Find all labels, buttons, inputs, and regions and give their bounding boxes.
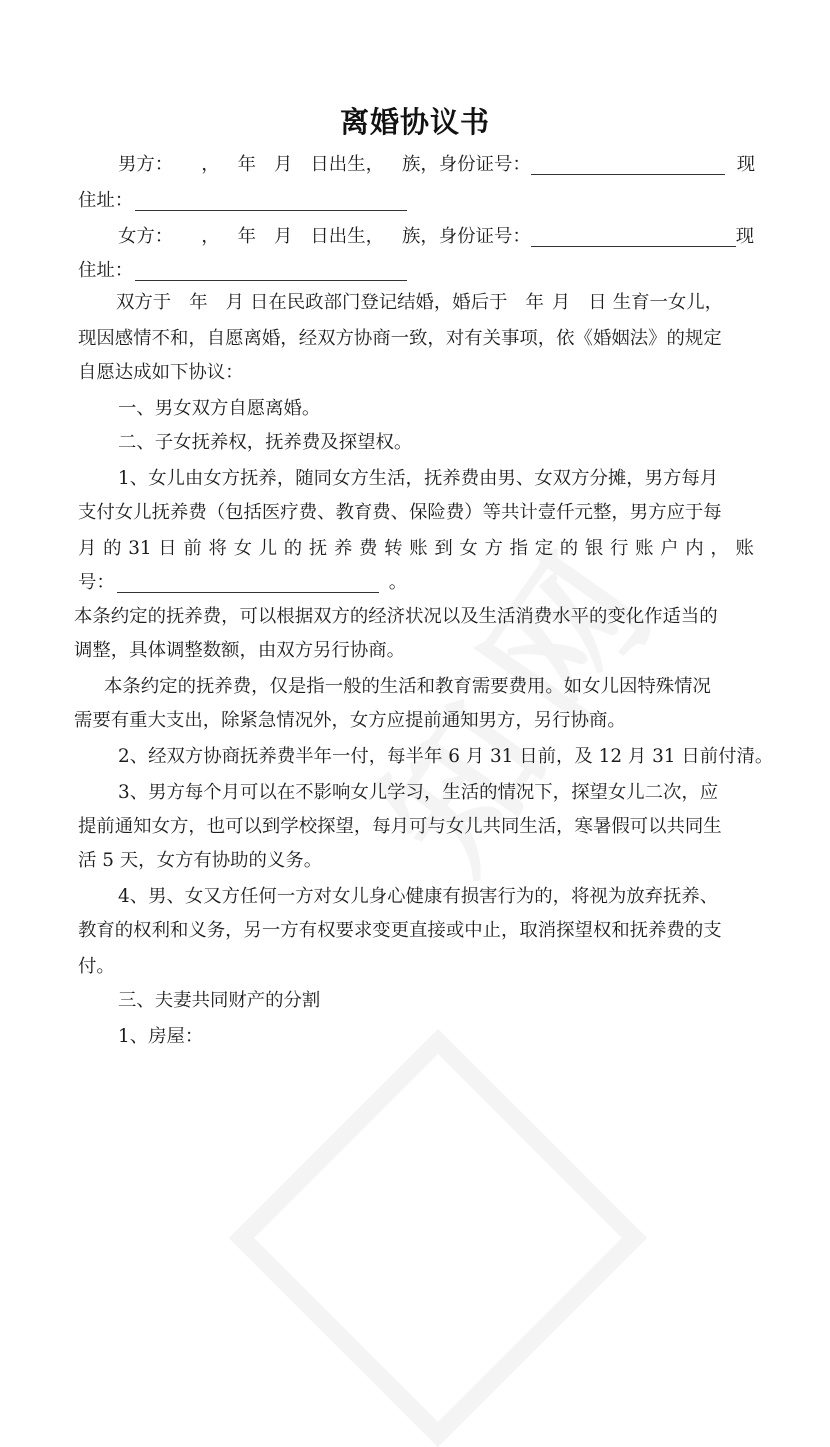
section-2-1-line-3: 月 的 31 日 前 将 女 儿 的 抚 养 费 转 账 到 女 方 指 定 的 银 行 账 户 内 ， 账 [78, 538, 754, 559]
female-address-field[interactable] [135, 256, 407, 281]
section-2-1-line-2: 支付女儿抚养费（包括医疗费、教育费、保险费）等共计壹仟元整，男方应于每 [78, 502, 722, 523]
section-3-heading: 三、夫妻共同财产的分割 [118, 990, 321, 1011]
section-1-heading: 一、男女双方自愿离婚。 [118, 398, 321, 419]
male-address-field[interactable] [135, 186, 407, 211]
section-2-4-line-3: 付。 [78, 956, 115, 977]
section-2-3-line-3: 活 5 天，女方有协助的义务。 [78, 850, 323, 871]
male-label: 男方： [118, 154, 174, 175]
male-address-line [78, 184, 754, 218]
document-title: 离婚协议书 [339, 105, 490, 139]
female-id-number-field[interactable] [531, 222, 736, 247]
scope-line-1: 本条约定的抚养费，仅是指一般的生活和教育需要费用。如女儿因特殊情况 [104, 676, 711, 697]
intro-line-2: 现因感情不和，自愿离婚，经双方协商一致，对有关事项，依《婚姻法》的规定 [78, 328, 722, 349]
watermark-diamond [229, 1029, 648, 1447]
adjust-line-2: 调整，具体调整数额，由双方另行协商。 [74, 640, 406, 661]
male-party-line: 男方： ， 年 月 日出生， 族，身份证号： 现 [78, 148, 754, 182]
female-address-label: 住址： [78, 260, 134, 281]
section-2-1-line-4: 号： 。 [78, 566, 754, 600]
section-2-4-line-2: 教育的权利和义务，另一方有权要求变更直接或中止，取消探望权和抚养费的支 [78, 920, 722, 941]
female-party-line: 女方： ， 年 月 日出生， 族，身份证号： 现 [78, 220, 754, 254]
scope-line-2: 需要有重大支出，除紧急情况外，女方应提前通知男方，另行协商。 [74, 710, 626, 731]
section-2-1-line-1: 1、女儿由女方抚养，随同女方生活，抚养费由男、女双方分摊，男方每月 [118, 468, 719, 489]
intro-line-3: 自愿达成如下协议： [78, 362, 244, 383]
section-2-2: 2、经双方协商抚养费半年一付，每半年 6 月 31 日前，及 12 月 31 日前付清。 [118, 746, 774, 767]
section-2-heading: 二、子女抚养权，抚养费及探望权。 [118, 432, 413, 453]
section-2-3-line-2: 提前通知女方，也可以到学校探望，每月可与女儿共同生活，寒暑假可以共同生 [78, 816, 722, 837]
account-label: 号： [78, 572, 115, 593]
bank-account-field[interactable] [117, 568, 379, 593]
adjust-line-1: 本条约定的抚养费，可以根据双方的经济状况以及生活消费水平的变化作适当的 [74, 606, 718, 627]
intro-line-1: 双方于 年 月 日在民政部门登记结婚，婚后于 年 月 日 生育一女儿， [116, 292, 724, 313]
male-address-label: 住址： [78, 190, 134, 211]
section-3-1: 1、房屋： [118, 1026, 204, 1047]
section-2-3-line-1: 3、男方每个月可以在不影响女儿学习，生活的情况下，探望女儿二次，应 [118, 782, 719, 803]
female-label: 女方： [118, 226, 174, 247]
male-id-number-field[interactable] [531, 150, 725, 175]
female-address-line [78, 254, 754, 288]
section-2-4-line-1: 4、男、女又方任何一方对女儿身心健康有损害行为的，将视为放弃抚养、 [118, 886, 719, 907]
